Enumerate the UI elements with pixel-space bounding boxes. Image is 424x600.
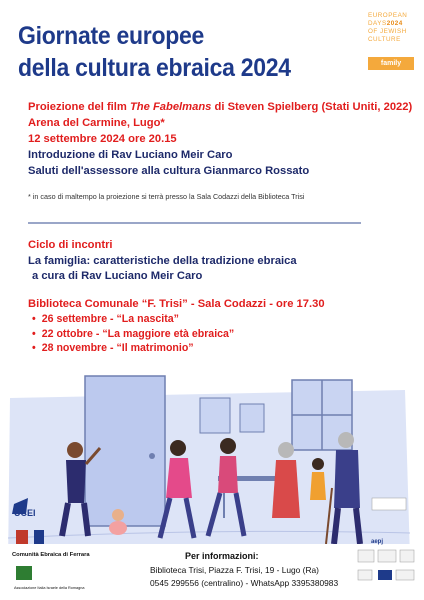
film-venue: Arena del Carmine, Lugo* bbox=[28, 117, 165, 129]
page-title bbox=[18, 20, 322, 84]
association-label: Associazione Italia Israele della Romagna bbox=[14, 586, 85, 590]
film-intro: Introduzione di Rav Luciano Meir Caro bbox=[28, 149, 233, 161]
film-greetings: Saluti dell'assessore alla cultura Gianmarco Rossato bbox=[28, 165, 310, 177]
ucei-logo-text: UCEI bbox=[14, 508, 36, 518]
section-divider bbox=[28, 222, 361, 224]
film-prefix: Proiezione del film bbox=[28, 101, 130, 113]
european-days-logo bbox=[368, 12, 416, 74]
list-item: • 22 ottobre - “La maggiore età ebraica” bbox=[32, 327, 234, 342]
cycle-curator: a cura di Rav Luciano Meir Caro bbox=[32, 270, 203, 282]
info-contacts: 0545 299556 (centralino) - WhatsApp 3395380983 bbox=[150, 578, 339, 588]
list-item: • 26 settembre - “La nascita” bbox=[32, 312, 234, 327]
logo-line-1: EUROPEAN bbox=[368, 12, 408, 19]
list-item: • 28 novembre - “Il matrimonio” bbox=[32, 341, 234, 356]
aepj-logo-text: aepj bbox=[371, 539, 384, 545]
logo-days: DAYS bbox=[368, 20, 387, 27]
title-line-1: Giornate europee bbox=[18, 22, 205, 50]
cycle-location: Biblioteca Comunale “F. Trisi” - Sala Codazzi - ore 17.30 bbox=[28, 298, 325, 310]
logo-line-3: OF JEWISH bbox=[368, 28, 407, 35]
events-list bbox=[32, 312, 234, 356]
cycle-heading: Ciclo di incontri bbox=[28, 239, 113, 251]
comunita-label: Comunità Ebraica di Ferrara bbox=[12, 552, 90, 558]
logo-family-badge: family bbox=[368, 57, 414, 70]
logo-line-2 bbox=[368, 20, 416, 28]
weather-note: * in caso di maltempo la proiezione si terrà presso la Sala Codazzi della Biblioteca Trisi bbox=[28, 192, 305, 201]
info-title: Per informazioni: bbox=[185, 551, 259, 561]
info-address: Biblioteca Trisi, Piazza F. Trisi, 19 - Lugo (Ra) bbox=[150, 565, 319, 575]
title-line-2: della cultura ebraica 2024 bbox=[18, 54, 291, 82]
film-title: The Fabelmans bbox=[129, 101, 212, 113]
logo-line-4: CULTURE bbox=[368, 36, 401, 43]
logo-year: 2024 bbox=[386, 20, 403, 27]
film-heading bbox=[28, 100, 412, 115]
film-suffix: di Steven Spielberg (Stati Uniti, 2022) bbox=[211, 101, 413, 113]
film-datetime: 12 settembre 2024 ore 20.15 bbox=[28, 133, 177, 145]
cycle-subtitle: La famiglia: caratteristiche della tradizione ebraica bbox=[28, 255, 297, 267]
